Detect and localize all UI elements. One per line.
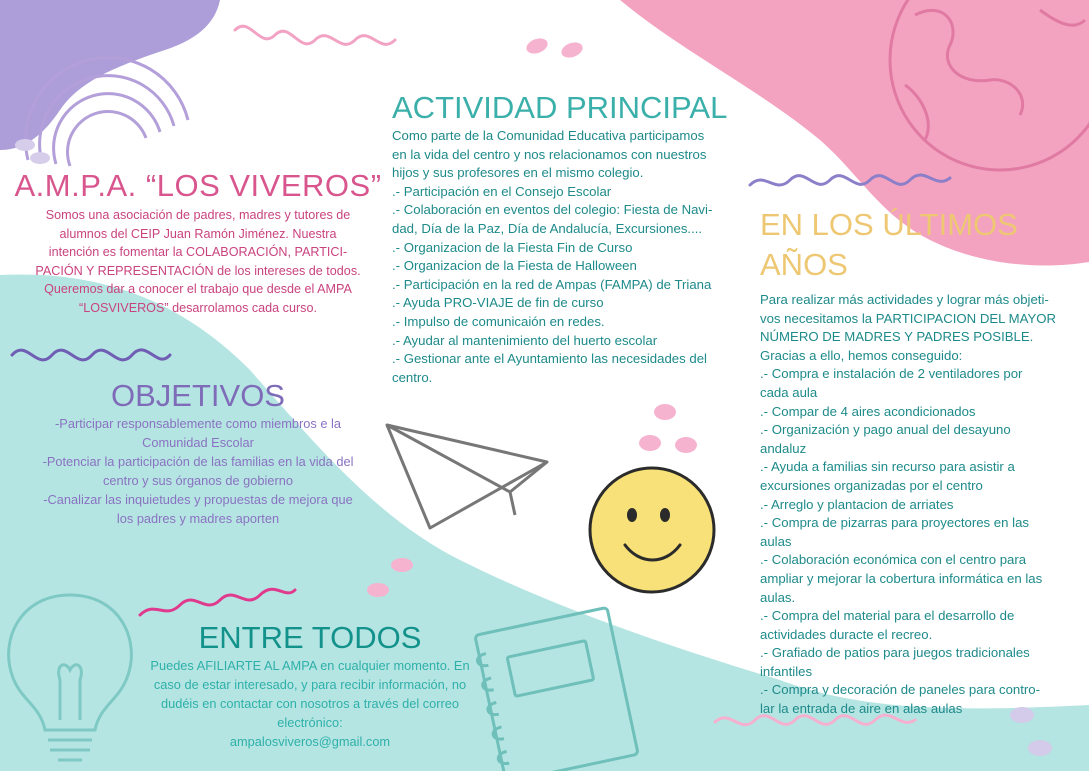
ultimos-line: infantiles	[760, 663, 813, 679]
entre-todos-title: ENTRE TODOS	[198, 620, 422, 655]
actividad-line: .- Participación en la red de Ampas (FAMPA) de Triana	[392, 276, 712, 292]
ampa-line: PACIÓN Y REPRESENTACIÓN de los intereses de todos.	[35, 263, 361, 278]
ultimos-line: vos necesitamos la PARTICIPACION DEL MAYOR	[760, 310, 1057, 326]
actividad-line: en la vida del centro y nos relacionamos con nuestros	[392, 146, 707, 162]
ultimos-list	[760, 291, 1080, 719]
entre-todos-line: electrónico:	[277, 715, 343, 730]
ampa-line: “LOSVIVEROS” desarrolamos cada curso.	[79, 300, 317, 315]
ultimos-line: ampliar y mejorar la cobertura informática en las	[760, 570, 1043, 586]
entre-todos-section	[130, 622, 490, 751]
ultimos-title-line: EN LOS ÚLTIMOS	[760, 207, 1018, 242]
actividad-line: .- Participación en el Consejo Escolar	[392, 183, 612, 199]
ultimos-line: aulas	[760, 533, 792, 549]
ultimos-line: cada aula	[760, 384, 818, 400]
actividad-line: dad, Día de la Paz, Día de Andalucía, Excursiones....	[392, 220, 703, 236]
objetivos-line: -Canalizar las inquietudes y propuestas de mejora que	[43, 492, 353, 507]
actividad-title: ACTIVIDAD PRINCIPAL	[392, 90, 728, 125]
ultimos-line: .- Arreglo y plantacion de arriates	[760, 496, 954, 512]
ultimos-line: aulas.	[760, 589, 796, 605]
entre-todos-line: caso de estar interesado, y para recibir información, no	[153, 677, 467, 692]
objetivos-section	[8, 380, 388, 528]
ultimos-line: actividades duracte el recreo.	[760, 626, 933, 642]
ultimos-line: .- Compra del material para el desarrollo de	[760, 608, 1015, 624]
ultimos-line: .- Colaboración económica con el centro para	[760, 552, 1027, 568]
actividad-line: .- Ayudar al mantenimiento del huerto escolar	[392, 332, 658, 348]
actividad-line: .- Organizacion de la Fiesta Fin de Curso	[392, 239, 633, 255]
ampa-line: Somos una asociación de padres, madres y tutores de	[45, 208, 351, 222]
ampa-line: alumnos del CEIP Juan Ramón Jiménez. Nuestra	[59, 226, 337, 241]
ultimos-line: excursiones organizadas por el centro	[760, 477, 983, 493]
rainbow-arc-base	[15, 139, 50, 164]
ultimos-title	[760, 205, 1080, 285]
entre-todos-text	[130, 656, 490, 751]
ampa-line: intención es fomentar la COLABORACIÓN, PARTICI-	[48, 245, 348, 259]
actividad-line: .- Organizacion de la Fiesta de Halloween	[392, 258, 637, 274]
actividad-section	[392, 92, 742, 387]
actividad-line: .- Ayuda PRO-VIAJE de fin de curso	[392, 295, 604, 311]
ultimos-line: Para realizar más actividades y lograr más objeti-	[760, 292, 1049, 307]
entre-todos-line: Puedes AFILIARTE AL AMPA en cualquier momento. En	[150, 658, 470, 673]
entre-todos-line: dudéis en contactar con nosotros a través del correo	[160, 696, 460, 711]
ampa-description	[8, 206, 388, 317]
ampa-section	[8, 170, 388, 317]
actividad-line: .- Colaboración en eventos del colegio: Fiesta de Navi-	[392, 202, 713, 218]
actividad-line: centro.	[392, 369, 433, 385]
paper-plane-icon	[387, 425, 547, 528]
ultimos-line: andaluz	[760, 440, 807, 456]
actividad-list	[392, 127, 742, 387]
objetivos-line: -Participar responsablemente como miembros e la	[55, 416, 341, 431]
objetivos-list	[8, 414, 388, 528]
actividad-line: .- Gestionar ante el Ayuntamiento las necesidades del	[392, 351, 707, 367]
ultimos-line: NÚMERO DE MADRES Y PADRES POSIBLE.	[760, 329, 1034, 345]
ultimos-line: .- Compra e instalación de 2 ventiladores por	[760, 366, 1023, 382]
ampa-title: A.M.P.A. “LOS VIVEROS”	[14, 168, 382, 203]
ultimos-line: .- Grafiado de patios para juegos tradicionales	[760, 645, 1030, 661]
objetivos-line: centro y sus órganos de gobierno	[103, 473, 293, 488]
ultimos-line: .- Compra de pizarras para proyectores en las	[760, 515, 1029, 531]
ultimos-line: .- Compar de 4 aires acondicionados	[760, 403, 976, 419]
objetivos-line: Comunidad Escolar	[142, 435, 254, 450]
actividad-line: hijos y sus profesores en el mismo colegio.	[392, 165, 644, 181]
objetivos-line: -Potenciar la participación de las familias en la vida del	[42, 454, 354, 469]
ampa-line: Queremos dar a conocer el trabajo que desde el AMPA	[44, 282, 352, 296]
objetivos-title: OBJETIVOS	[111, 378, 285, 413]
objetivos-line: los padres y madres aporten	[116, 511, 280, 526]
ultimos-section	[760, 205, 1080, 719]
contact-email: ampalosviveros@gmail.com	[229, 734, 391, 749]
ultimos-title-line: AÑOS	[760, 247, 848, 282]
ultimos-line: .- Ayuda a familias sin recurso para asistir a	[760, 459, 1015, 475]
ultimos-line: Gracias a ello, hemos conseguido:	[760, 347, 963, 363]
squiggle-icon	[235, 26, 395, 44]
actividad-line: Como parte de la Comunidad Educativa participamos	[392, 128, 705, 143]
ultimos-line: .- Organización y pago anual del desayuno	[760, 422, 1011, 438]
ultimos-line: .- Compra y decoración de paneles para contro-	[760, 682, 1041, 698]
actividad-line: .- Impulso de comunicaión en redes.	[392, 313, 605, 329]
ultimos-line: lar la entrada de aire en alas aulas	[760, 701, 963, 717]
smiley-face-icon	[590, 468, 714, 592]
